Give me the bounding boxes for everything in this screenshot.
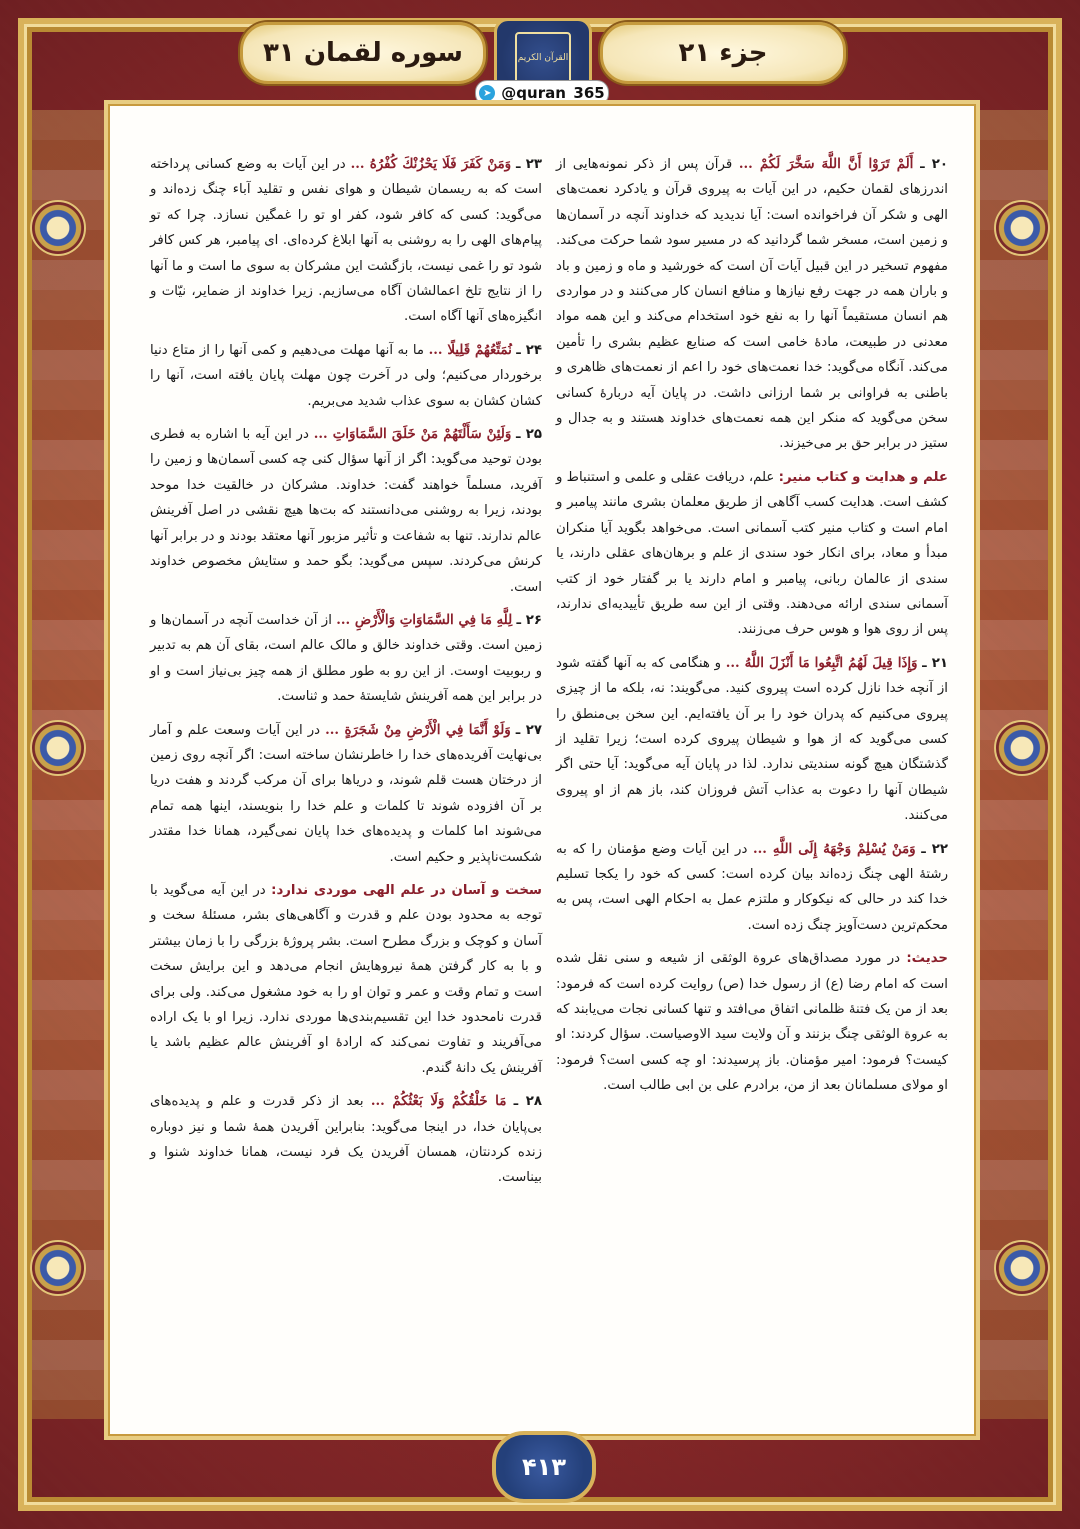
- commentary-text: در این آیات به وضع کسانی پرداخته است که به ریسمان شیطان و هوای نفس و تقلید آباء چنگ زده‌اند و می‌گوید: کسی که کافر شود، کفر او تو را غمگین نسازد. چرا که تو پیام‌های الهی را به روشنی به آنها ابلاغ کرده‌ای. ای پیامبر، هر کس کافر شود تو را غمی نیست، بازگشت این مشرکان به سوی ما است و ما آنها را از نتایج تلخ اعمالشان آگاه می‌سازیم. زیرا خداوند از ضمایر، نیّات و انگیزه‌های آنها آگاه است.: [150, 157, 542, 325]
- left-column: [150, 152, 542, 1199]
- verse-number: ۲۸ ـ: [513, 1094, 542, 1110]
- channel-name: @quran_365: [501, 84, 605, 102]
- telegram-icon: ➤: [479, 85, 495, 101]
- verse-number: ۲۶ ـ: [516, 612, 542, 628]
- section-heading: علم و هدایت و کتاب منیر:: [778, 469, 949, 485]
- commentary-text: از آن خداست آنچه در آسمان‌ها و زمین است. وقتی خداوند خالق و مالک عالم است، بقای آن هم به تدبیر و ربوبیت اوست. از این رو به طور مطلق از همه چیز بی‌نیاز است و او در برابر این همه آفرینش شایستهٔ حمد و ثناست.: [150, 612, 542, 705]
- verse-number: ۲۴ ـ: [516, 342, 542, 358]
- surah-title: سوره لقمان ۳۱: [240, 22, 486, 84]
- commentary-paragraph: [556, 837, 948, 939]
- verse-arabic: وَإِذَا قِيلَ لَهُمُ اتَّبِعُوا مَا أَنْزَلَ اللَّهُ ...: [725, 655, 918, 671]
- commentary-paragraph: [556, 651, 948, 829]
- verse-arabic: وَمَنْ كَفَرَ فَلَا يَحْزُنْكَ كُفْرُهُ ...: [350, 157, 512, 172]
- section-heading: حدیث:: [906, 951, 948, 967]
- commentary-text: قرآن پس از ذکر نمونه‌هایی از اندرزهای لقمان حکیم، در این آیات به پیروی قرآن و یادکرد نعمت‌های الهی و شکر آن فراخوانده است: آیا ندیدید که خداوند آنچه در آسمان‌ها و زمین است، مسخر شما گردانید که در مسیر سود شما حرکت می‌کند. مفهوم تسخیر در این قبیل آیات آن است که خورشید و ماه و زمین و باد و باران همه در جهت رفع نیازها و منافع انسان کار می‌کنند و در مواردی هم انسان مستقیماً آنها را به نفع خود استخدام می‌کند و این همه مواد معدنی در طبیعت، مادهٔ خامی است که صنایع عظیم بشری را تأمین می‌کند. آنگاه می‌گوید: خدا نعمت‌های خود را اعم از نعمت‌های ظاهری و باطنی به فراوانی بر شما ارزانی داشت. در پایان آیه دربارهٔ کسانی سخن می‌گوید که منکر این همه نعمت‌های خداوند هستند و به جدال و ستیز در برابر حق بر می‌خیزند.: [556, 157, 948, 452]
- commentary-text: در این آیات وضع مؤمنان را که به رشتهٔ الهی چنگ زده‌اند بیان کرده است: کسی که خود را یکجا تسلیم خدا کند در حالی که نیکوکار و ملتزم عمل به احکام الهی است، پس به محکم‌ترین دست‌آویز چنگ زده است.: [556, 841, 948, 933]
- commentary-text: در مورد مصداق‌های عروة الوثقی از شیعه و سنی نقل شده است که امام رضا (ع) از رسول خدا (ص) روایت کرده است که فرمود: بعد از من یک فتنهٔ ظلمانی اتفاق می‌افتد و تنها کسانی نجات می‌یابند که به عروة الوثقی چنگ بزنند و آن ولایت سید الاوصیاست. سؤال کردند: او کیست؟ فرمود: امیر مؤمنان. باز پرسیدند: او چه کسی است؟ فرمود: او مولای مسلمانان بعد از من، برادرم علی بن ابی طالب است.: [556, 951, 948, 1094]
- verse-arabic: نُمَتِّعُهُمْ قَلِيلًا ...: [428, 342, 512, 358]
- channel-handle[interactable]: [475, 80, 609, 106]
- verse-number: ۲۵ ـ: [516, 427, 542, 443]
- verse-number: ۲۰ ـ: [920, 157, 948, 172]
- commentary-paragraph: [556, 152, 948, 457]
- verse-arabic: مَا خَلْقُكُمْ وَلَا بَعْثُكُمْ ...: [370, 1094, 507, 1110]
- commentary-text: علم، دریافت عقلی و علمی و استنباط و کشف است. هدایت کسب آگاهی از طریق معلمان بشری مانند پیامبر و امام است و کتاب منیر کتب آسمانی است. می‌خواهد بگوید آیا منکران مبدأ و معاد، برای انکار خود سندی از علم و برهان‌های عقلی دارند، یا سندی از عالمان ربانی، پیامبر و امام دارند یا بر گفتار خود از کتب آسمانی سندی ارائه می‌دهند. وقتی از این سه طریق تأییدیه‌ای ندارند، پس از روی هوا و هوس حرف می‌زنند.: [556, 469, 948, 638]
- verse-number: ۲۲ ـ: [921, 841, 948, 857]
- commentary-text: و هنگامی که به آنها گفته شود از آنچه خدا نازل کرده است پیروی کنید. می‌گویند: نه، بلکه ما از چیزی پیروی می‌کنیم که پدران خود را بر آن یافته‌ایم. این سخن بی‌منطق را کسی می‌گوید که از هوا و شیطان پیروی کرده است؛ زیرا تقلید از گذشتگان هیچ گونه سندیتی ندارد. لذا در پایان آیه می‌گوید: آیا حتی اگر شیطان آنها را دعوت به عذاب آتش فروزان کند، باز هم از او پیروی می‌کنند.: [556, 655, 948, 824]
- commentary-paragraph: [150, 338, 542, 414]
- verse-arabic: وَلَوْ أَنَّمَا فِي الْأَرْضِ مِنْ شَجَرَةٍ ...: [325, 722, 511, 738]
- commentary-paragraph: [150, 152, 542, 330]
- commentary-paragraph: [150, 718, 542, 870]
- verse-arabic: أَلَمْ تَرَوْا أَنَّ اللَّهَ سَخَّرَ لَكُمْ ...: [738, 157, 914, 172]
- verse-number: ۲۱ ـ: [922, 655, 948, 671]
- floral-medallion-icon: [994, 720, 1050, 776]
- commentary-paragraph: [150, 1089, 542, 1191]
- commentary-paragraph: [150, 878, 542, 1081]
- section-heading: سخت و آسان در علم الهی موردی ندارد:: [271, 882, 543, 898]
- verse-number: ۲۳ ـ: [515, 157, 542, 172]
- commentary-text: بعد از ذکر قدرت و علم و پدیده‌های بی‌پایان خدا، در اینجا می‌گوید: بنابراین آفریدن همهٔ شما و نیز دوباره زنده کردنتان، همسان آفریدن یک فرد نیست، همانا خداوند شنوا و بیناست.: [150, 1094, 542, 1186]
- commentary-paragraph: [556, 946, 948, 1098]
- commentary-paragraph: [150, 608, 542, 710]
- verse-arabic: وَمَنْ يُسْلِمْ وَجْهَهُ إِلَى اللَّهِ ...: [753, 841, 916, 857]
- content-panel: [108, 104, 976, 1436]
- right-column: [556, 152, 948, 1107]
- page-number: ۴۱۳: [492, 1431, 596, 1503]
- floral-medallion-icon: [30, 1240, 86, 1296]
- floral-medallion-icon: [994, 200, 1050, 256]
- floral-medallion-icon: [30, 720, 86, 776]
- logo-calligraphy: القرآن الكريم: [515, 32, 571, 84]
- commentary-text: در این آیه با اشاره به فطری بودن توحید می‌گوید: اگر از آنها سؤال کنی چه کسی آسمان‌ها و زمین را آفرید، مسلماً خواهند گفت: خداوند. مشرکان در خالقیت خدا موحد بودند، زیرا به روشنی می‌دانستند که بت‌ها هیچ نقشی در اصل آفرینش عالم ندارند. تنها به شفاعت و تأثیر مزبور آنها معتقد بودند و در برابر آنها کرنش می‌کردند. سپس می‌گوید: بگو حمد و ستایش مخصوص خداوند است.: [150, 427, 542, 595]
- commentary-paragraph: [150, 422, 542, 600]
- verse-arabic: لِلَّهِ مَا فِي السَّمَاوَاتِ وَالْأَرْضِ ...: [336, 612, 513, 628]
- commentary-text: در این آیات وسعت علم و آمار بی‌نهایت آفریده‌های خدا را خاطرنشان ساخته است: اگر آنچه روی زمین از درختان هست قلم شوند، و دریاها برای آن مرکب گردند و هفت دریا بر آن افزوده شوند تا کلمات و علم خدا را بنویسند، اینها همه تمام می‌شوند اما کلمات و پدیده‌های خدا پایان نمی‌گیرد، همانا خدا مقتدر شکست‌ناپذیر و حکیم است.: [150, 722, 542, 865]
- commentary-paragraph: [556, 465, 948, 643]
- verse-arabic: وَلَئِنْ سَأَلْتَهُمْ مَنْ خَلَقَ السَّمَاوَاتِ ...: [313, 427, 512, 443]
- floral-medallion-icon: [30, 200, 86, 256]
- verse-number: ۲۷ ـ: [515, 722, 542, 738]
- juz-title: جزء ۲۱: [600, 22, 846, 84]
- commentary-text: ما به آنها مهلت می‌دهیم و کمی آنها را از متاع دنیا برخوردار می‌کنیم؛ ولی در آخرت چون مهلت پایان یافته است، آنها را کشان کشان به سوی عذاب شدید می‌بریم.: [150, 342, 542, 409]
- floral-medallion-icon: [994, 1240, 1050, 1296]
- commentary-text: در این آیه می‌گوید با توجه به محدود بودن علم و قدرت و آگاهی‌های بشر، مسئلهٔ سخت و آسان و کوچک و بزرگ مطرح است. بشر پروژهٔ بزرگی را با زمان بیشتر و با به کار گرفتن همهٔ نیروهایش انجام می‌دهد و این برایش سخت است و تمام وقت و عمر و توان او را به خود مشغول می‌کند. ولی برای قدرت نامحدود خدا این تقسیم‌بندی‌ها موردی ندارد. زیرا او با یک اراده می‌آفریند و تفاوت نمی‌کند که ارادهٔ او آفرینش عالم عظیم باشد یا آفرینش یک دانهٔ گندم.: [150, 882, 542, 1076]
